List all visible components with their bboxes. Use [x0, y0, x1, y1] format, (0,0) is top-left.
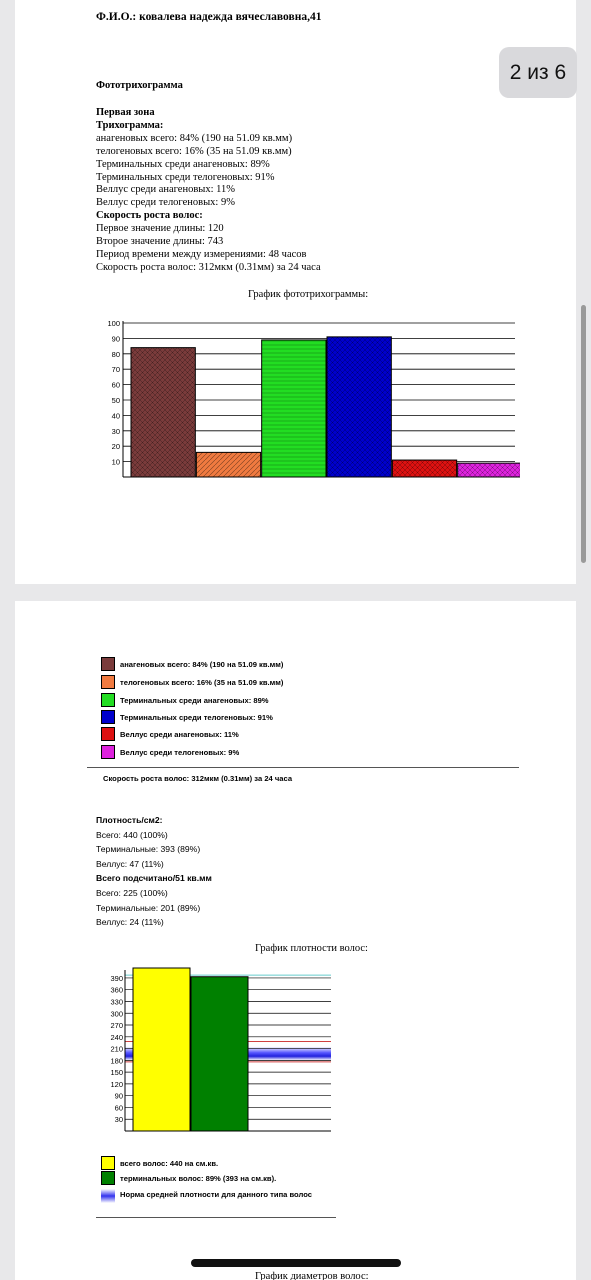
- bar-hatch: [392, 460, 456, 477]
- legend-swatch: [101, 745, 115, 759]
- y-tick-label: 240: [110, 1032, 123, 1042]
- density-bar-chart: [93, 966, 333, 1136]
- y-tick-label: 20: [111, 442, 120, 452]
- next-chart-title: График диаметров волос:: [255, 1271, 369, 1280]
- density-legend-item: [101, 1171, 276, 1185]
- trichogram-line: Терминальных среди телогеновых: 91%: [96, 171, 275, 183]
- bar-hatch: [196, 452, 260, 477]
- legend-label: Терминальных среди анагеновых: 89%: [120, 695, 269, 705]
- legend-label: Веллус среди анагеновых: 11%: [120, 729, 239, 739]
- legend-label: Терминальных среди телогеновых: 91%: [120, 712, 273, 722]
- density-line: Веллус: 47 (11%): [96, 858, 164, 869]
- trichogram-block: [96, 107, 321, 275]
- scrollbar[interactable]: [581, 305, 586, 563]
- counted-line: Терминальные: 201 (89%): [96, 902, 201, 913]
- y-tick-label: 30: [111, 426, 120, 436]
- density-chart-title: График плотности волос:: [255, 943, 368, 954]
- y-tick-label: 50: [111, 396, 120, 405]
- density-legend-item: [101, 1156, 218, 1170]
- page-counter: 2 из 6: [499, 47, 577, 98]
- legend-swatch: [101, 727, 115, 741]
- legend-label: анагеновых всего: 84% (190 на 51.09 кв.мм): [120, 659, 284, 669]
- bar-hatch: [458, 463, 520, 477]
- patient-name: Ф.И.О.: ковалева надежда вячеславовна,41: [96, 11, 322, 23]
- legend-swatch: [101, 1156, 115, 1170]
- home-indicator[interactable]: [191, 1259, 401, 1267]
- trichogram-line: анагеновых всего: 84% (190 на 51.09 кв.мм): [96, 132, 293, 144]
- legend-item: [101, 693, 269, 707]
- density-line: Терминальные: 393 (89%): [96, 844, 201, 855]
- legend-item: [101, 745, 239, 759]
- y-tick-label: 210: [110, 1044, 123, 1054]
- growth-line: Скорость роста волос: 312мкм (0.31мм) за 24 часа: [96, 261, 321, 273]
- growth-line: Первое значение длины: 120: [96, 223, 224, 235]
- legend-swatch: [101, 1189, 115, 1203]
- legend-label: всего волос: 440 на см.кв.: [120, 1158, 219, 1168]
- y-tick-label: 360: [110, 985, 123, 995]
- legend-label: терминальных волос: 89% (393 на см.кв).: [120, 1173, 277, 1183]
- y-tick-label: 30: [114, 1115, 123, 1125]
- counted-line: Веллус: 24 (11%): [96, 917, 164, 928]
- y-tick-label: 60: [111, 380, 120, 390]
- growth-line: Второе значение длины: 743: [96, 236, 224, 248]
- growth-line: Период времени между измерениями: 48 часов: [96, 248, 307, 260]
- bar-hatch: [262, 340, 326, 477]
- trichogram-line: Терминальных среди анагеновых: 89%: [96, 158, 270, 170]
- legend-label: телогеновых всего: 16% (35 на 51.09 кв.мм): [120, 677, 284, 687]
- trichogram-chart-title: График фототрихограммы:: [248, 289, 369, 300]
- y-tick-label: 330: [110, 997, 123, 1007]
- legend-label: Веллус среди телогеновых: 9%: [120, 747, 240, 757]
- legend-item: [101, 675, 283, 689]
- y-tick-label: 180: [110, 1056, 123, 1066]
- growth-title: Скорость роста волос:: [96, 210, 203, 222]
- density-legend-divider: [96, 1217, 336, 1218]
- legend-swatch: [101, 710, 115, 724]
- section-title: Фототрихограмма: [96, 80, 183, 91]
- growth-rate-note: Скорость роста волос: 312мкм (0.31мм) за 24 часа: [103, 774, 293, 783]
- trichogram-line: Веллус среди телогеновых: 9%: [96, 197, 235, 209]
- zone-title: Первая зона: [96, 107, 155, 118]
- density-line: Всего: 440 (100%): [96, 829, 168, 840]
- density-title: Плотность/см2:: [96, 815, 163, 825]
- trichogram-line: телогеновых всего: 16% (35 на 51.09 кв.мм): [96, 145, 292, 157]
- density-block: [96, 813, 212, 930]
- counted-title: Всего подсчитано/51 кв.мм: [96, 873, 212, 884]
- legend-swatch: [101, 693, 115, 707]
- legend-swatch: [101, 1171, 115, 1185]
- counted-line: Всего: 225 (100%): [96, 887, 168, 898]
- y-tick-label: 90: [111, 334, 120, 344]
- bar-hatch: [131, 348, 195, 477]
- legend-label: Норма средней плотности для данного типа волос: [120, 1190, 312, 1199]
- density-legend-item: [101, 1189, 320, 1213]
- y-tick-label: 390: [110, 973, 123, 983]
- y-tick-label: 60: [114, 1103, 123, 1113]
- y-tick-label: 150: [110, 1068, 123, 1078]
- legend-item: [101, 657, 283, 671]
- y-tick-label: 120: [110, 1079, 123, 1089]
- bar-hatch: [327, 337, 391, 477]
- legend-item: [101, 727, 239, 741]
- legend-swatch: [101, 675, 115, 689]
- y-tick-label: 90: [114, 1091, 123, 1101]
- y-tick-label: 270: [110, 1021, 123, 1031]
- y-tick-label: 70: [111, 365, 120, 375]
- y-tick-label: 10: [111, 457, 120, 467]
- legend-item: [101, 710, 273, 724]
- trichogram-line: Веллус среди анагеновых: 11%: [96, 184, 235, 196]
- trichogram-bar-chart: [90, 315, 520, 485]
- document-page-3: [15, 601, 576, 1280]
- y-tick-label: 100: [107, 319, 120, 328]
- y-tick-label: 80: [111, 349, 120, 359]
- document-page-2: [15, 0, 576, 584]
- bar: [191, 977, 248, 1131]
- y-tick-label: 40: [111, 411, 120, 421]
- trichogram-title: Трихограмма:: [96, 119, 164, 131]
- y-tick-label: 300: [110, 1009, 123, 1019]
- legend-divider: [87, 767, 519, 768]
- legend-swatch: [101, 657, 115, 671]
- bar: [133, 968, 190, 1131]
